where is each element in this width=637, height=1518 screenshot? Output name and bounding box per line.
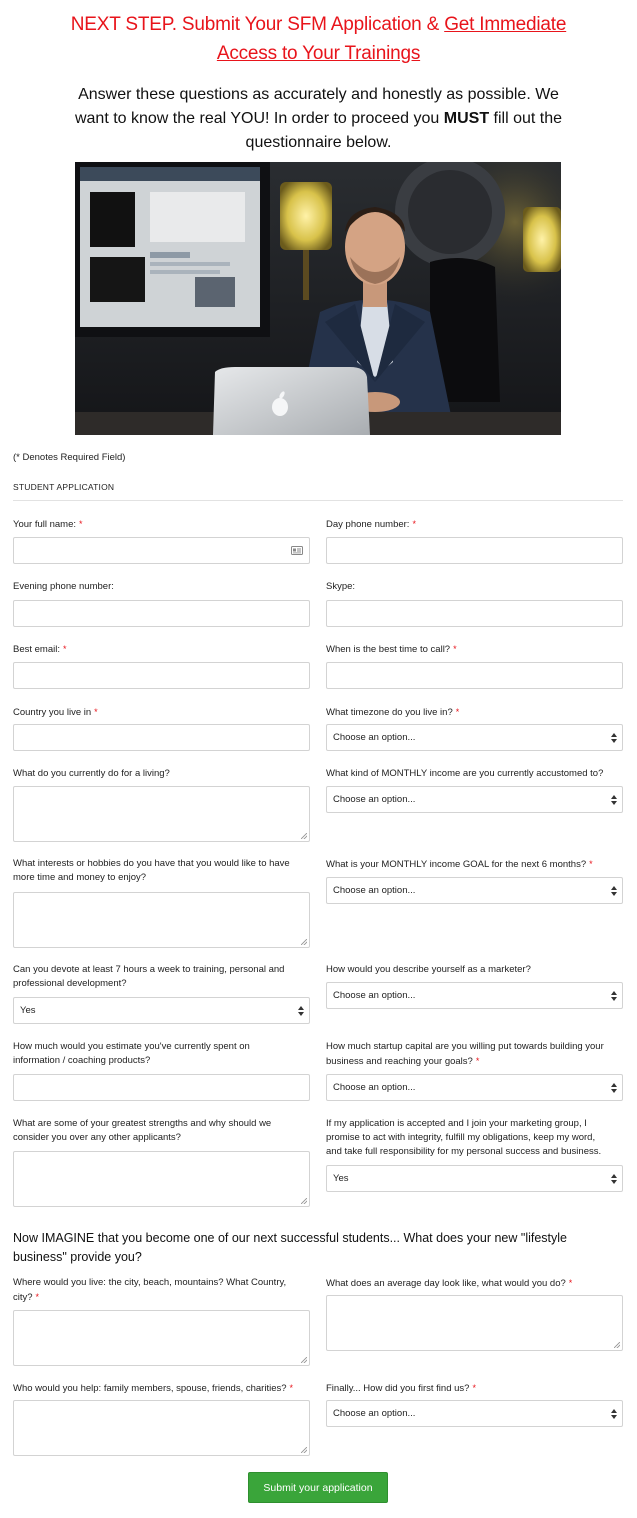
label-marketer: How would you describe yourself as a marketer? [326, 964, 531, 975]
required-asterisk: * [453, 644, 457, 654]
intro-line-1: Answer these questions as accurately and honestly as possible. We [78, 86, 559, 103]
label-day-phone [326, 517, 416, 532]
best-time-input[interactable] [326, 662, 623, 689]
required-asterisk: * [455, 707, 460, 717]
section-title: STUDENT APPLICATION [13, 482, 115, 492]
monthly-income-select[interactable] [326, 786, 623, 813]
select-arrows-icon [611, 1174, 617, 1184]
label-line: How much would you estimate you've currently spent on [13, 1041, 250, 1052]
video-frame-image [75, 162, 561, 435]
full-name-input[interactable] [13, 537, 310, 564]
label-hobbies [13, 857, 290, 885]
required-asterisk: * [589, 859, 593, 869]
required-asterisk: * [568, 1278, 573, 1288]
intro-line-2-end: fill out the [489, 110, 563, 127]
label-text: Your full name: [13, 519, 77, 530]
submit-button[interactable]: Submit your application [248, 1472, 388, 1503]
select-arrows-icon [611, 733, 617, 743]
select-arrows-icon [611, 1409, 617, 1419]
label-line: more time and money to enjoy? [13, 872, 147, 883]
label-line: and take full responsibility for my personal success and business. [326, 1146, 602, 1157]
select-value: Choose an option... [333, 732, 416, 743]
intro-must: MUST [443, 110, 490, 127]
label-line: If my application is accepted and I join your marketing group, I [326, 1118, 587, 1129]
label-line: Can you devote at least 7 hours a week to training, personal and [13, 964, 285, 975]
label-text: What is your MONTHLY income GOAL for the next 6 months? [326, 859, 587, 870]
label-text: Best email: [13, 644, 60, 655]
label-text: Finally... How did you first find us? [326, 1383, 470, 1394]
spent-input[interactable] [13, 1074, 310, 1101]
required-asterisk: * [63, 644, 67, 654]
label-line: consider you over any other applicants? [13, 1132, 181, 1143]
living-textarea[interactable] [13, 786, 310, 842]
section-divider [13, 500, 623, 501]
required-asterisk: * [412, 519, 416, 529]
headline [0, 10, 637, 68]
intro-line-2-start: want to know the real YOU! In order to proceed you [74, 110, 444, 127]
average-day-textarea[interactable] [326, 1295, 623, 1351]
devote-select[interactable] [13, 997, 310, 1024]
label-text: Who would you help: family members, spouse, friends, charities? [13, 1383, 287, 1394]
required-asterisk: * [289, 1383, 294, 1393]
label-strengths [13, 1117, 271, 1145]
email-input[interactable] [13, 662, 310, 689]
label-promise [326, 1117, 601, 1159]
label-country [13, 705, 98, 720]
income-goal-select[interactable] [326, 877, 623, 904]
label-find-us [326, 1381, 476, 1396]
promise-select[interactable] [326, 1165, 623, 1192]
select-arrows-icon [611, 1083, 617, 1093]
label-line: Where would you live: the city, beach, mountains? What Country, [13, 1277, 287, 1288]
marketer-select[interactable] [326, 982, 623, 1009]
evening-phone-input[interactable] [13, 600, 310, 627]
select-arrows-icon [298, 1006, 304, 1016]
label-line: information / coaching products? [13, 1055, 151, 1066]
label-devote [13, 963, 284, 991]
label-line: professional development? [13, 978, 127, 989]
intro-video[interactable] [75, 162, 561, 435]
label-line [326, 1054, 604, 1069]
label-evening-phone: Evening phone number: [13, 581, 114, 592]
select-value: Yes [20, 1005, 36, 1016]
label-line: What are some of your greatest strengths and why should we [13, 1118, 272, 1129]
contact-card-icon [291, 546, 303, 555]
label-text: What does an average day look like, what would you do? [326, 1278, 566, 1289]
label-text: When is the best time to call? [326, 644, 451, 655]
label-text: Country you live in [13, 707, 92, 718]
select-arrows-icon [611, 886, 617, 896]
label-line: What interests or hobbies do you have that you would like to have [13, 858, 290, 869]
label-monthly-income: What kind of MONTHLY income are you currently accustomed to? [326, 768, 604, 779]
intro-text [70, 83, 567, 155]
headline-link-continued[interactable]: Access to Your Trainings [216, 43, 421, 64]
label-skype: Skype: [326, 581, 356, 592]
select-value: Choose an option... [333, 794, 416, 805]
select-value: Choose an option... [333, 990, 416, 1001]
country-input[interactable] [13, 724, 310, 751]
select-arrows-icon [611, 991, 617, 1001]
label-line [13, 1290, 286, 1305]
help-textarea[interactable] [13, 1400, 310, 1456]
label-full-name [13, 517, 83, 532]
label-capital [326, 1040, 604, 1069]
label-income-goal [326, 857, 593, 872]
label-line: promise to act with integrity, fulfill my obligations, keep my word, [326, 1132, 596, 1143]
select-arrows-icon [611, 795, 617, 805]
label-text: Day phone number: [326, 519, 410, 530]
intro-line-2 [70, 107, 567, 131]
required-note: (* Denotes Required Field) [13, 452, 126, 463]
live-textarea[interactable] [13, 1310, 310, 1366]
find-us-select[interactable] [326, 1400, 623, 1427]
capital-select[interactable] [326, 1074, 623, 1101]
skype-input[interactable] [326, 600, 623, 627]
label-living: What do you currently do for a living? [13, 768, 170, 779]
select-value: Yes [333, 1173, 349, 1184]
label-live [13, 1276, 286, 1305]
required-asterisk: * [35, 1292, 40, 1302]
hobbies-textarea[interactable] [13, 892, 310, 948]
label-text: What timezone do you live in? [326, 707, 453, 718]
intro-line-3: questionnaire below. [245, 134, 392, 151]
required-asterisk: * [79, 519, 83, 529]
day-phone-input[interactable] [326, 537, 623, 564]
label-text: city? [13, 1292, 33, 1303]
required-asterisk: * [472, 1383, 476, 1393]
imagine-heading [13, 1229, 613, 1267]
select-value: Choose an option... [333, 1408, 416, 1419]
label-email [13, 642, 67, 657]
label-help [13, 1381, 293, 1396]
required-asterisk: * [475, 1056, 480, 1066]
timezone-select[interactable] [326, 724, 623, 751]
select-value: Choose an option... [333, 885, 416, 896]
strengths-textarea[interactable] [13, 1151, 310, 1207]
label-best-time [326, 642, 457, 657]
label-line: How much startup capital are you willing put towards building your [326, 1041, 604, 1052]
label-spent [13, 1040, 250, 1068]
headline-link[interactable]: Get Immediate [444, 14, 567, 35]
imagine-line-2: business" provide you? [13, 1250, 142, 1264]
required-asterisk: * [94, 707, 98, 717]
select-value: Choose an option... [333, 1082, 416, 1093]
label-average-day [326, 1276, 572, 1291]
headline-prefix: NEXT STEP. Submit Your SFM Application & [70, 14, 445, 35]
label-text: business and reaching your goals? [326, 1056, 473, 1067]
label-timezone [326, 705, 459, 720]
imagine-line-1: Now IMAGINE that you become one of our next successful students... What does your new "lifestyle [13, 1231, 568, 1245]
